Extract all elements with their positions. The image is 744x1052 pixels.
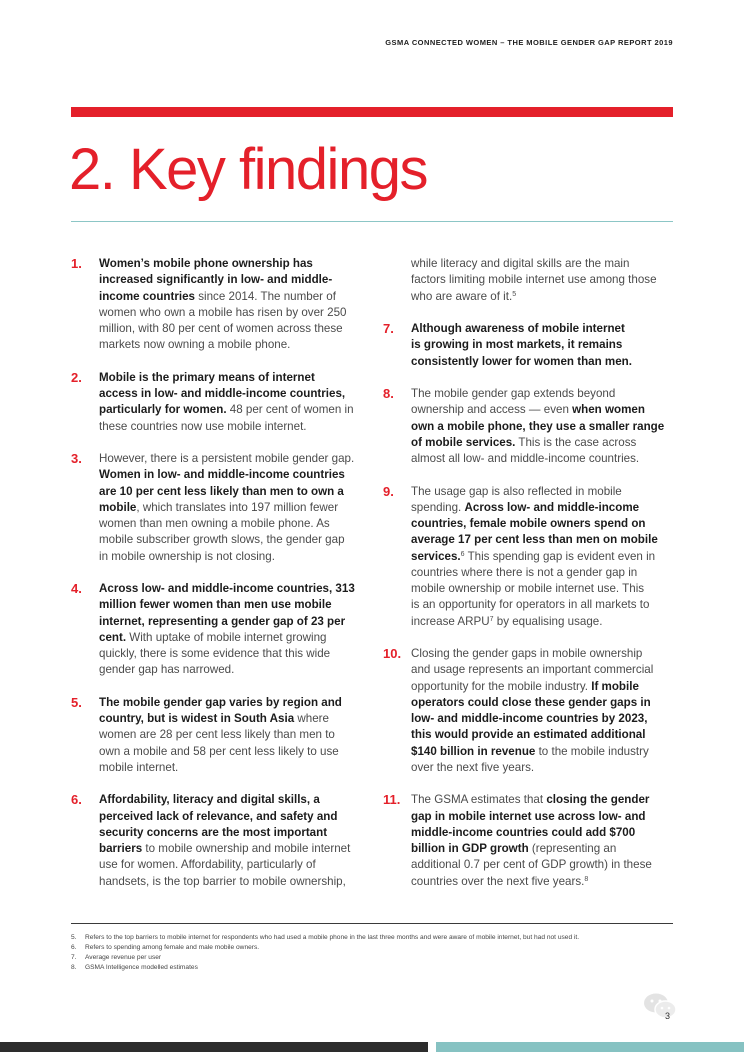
text-run: since 2014. The number of (195, 289, 336, 303)
finding-item-9 (383, 484, 683, 630)
footnote-text: Refers to the top barriers to mobile internet for respondents who had used a mobile phone in the last three months and were aware of mobile internet, but had not used it. (85, 934, 580, 941)
footnotes (71, 933, 673, 973)
finding-line: countries, female mobile owners spend on (411, 517, 646, 530)
finding-line: The usage gap is also reflected in mobile (411, 484, 622, 498)
finding-item-2 (71, 370, 371, 435)
bold-run: closing the gender (546, 793, 650, 807)
finding-line: gap in mobile internet use across low- and (411, 809, 646, 823)
finding-line: However, there is a persistent mobile gender gap. (99, 452, 355, 465)
footer-bar-teal (436, 1042, 744, 1052)
finding-line: in mobile ownership is not closing. (99, 549, 275, 563)
finding-line (99, 711, 371, 727)
finding-item-1 (71, 256, 371, 354)
finding-line: Women in low- and middle-income countries (99, 468, 345, 482)
finding-number: 8. (383, 386, 394, 401)
finding-line (411, 792, 683, 808)
title-divider (71, 221, 673, 222)
finding-line (99, 289, 371, 305)
finding-item-8 (383, 386, 683, 467)
bold-run: Across low- and middle-income (464, 500, 640, 514)
footnote (71, 953, 673, 963)
text-run: to mobile ownership and mobile internet (142, 842, 351, 855)
footnote-number: 5. (71, 934, 77, 941)
finding-line: handsets, is the top barrier to mobile ownership, (99, 874, 346, 888)
finding-line (411, 841, 683, 857)
finding-line: countries where there is not a gender gap in (411, 565, 638, 579)
finding-line (411, 289, 683, 305)
footnote-divider (71, 923, 673, 924)
finding-line: low- and middle-income countries by 2023, (411, 712, 648, 725)
finding-line: quickly, there is some evidence that this wide (99, 647, 331, 660)
finding-number: 2. (71, 369, 82, 385)
bold-run: If mobile (591, 679, 639, 693)
finding-line: is an opportunity for operators in all markets to (411, 598, 650, 612)
finding-item-10 (383, 646, 683, 776)
finding-line: Across low- and middle-income countries, 313 (99, 582, 355, 595)
footnote-number: 6. (71, 944, 77, 951)
footnote-text: Refers to spending among female and male mobile owners. (85, 944, 260, 951)
finding-line: these countries now use mobile internet. (99, 419, 307, 433)
finding-line: The mobile gender gap extends beyond (411, 387, 616, 400)
finding-line: over the next five years. (411, 760, 535, 774)
text-run: where (294, 712, 329, 725)
bold-run: of mobile services. (411, 435, 516, 449)
finding-line (411, 614, 683, 630)
bold-run: when women (572, 403, 645, 417)
watermark-wechat-icon (642, 992, 678, 1020)
bold-run: income countries (99, 289, 195, 303)
text-run: The GSMA estimates that (411, 793, 547, 807)
finding-line: increased significantly in low- and middle- (99, 273, 333, 287)
text-run: increase ARPU (411, 614, 490, 628)
footnote-ref: 7 (489, 615, 494, 623)
bold-run: barriers (99, 842, 143, 855)
finding-item-11 (383, 792, 683, 890)
finding-line: access in low- and middle-income countries, (99, 387, 346, 400)
finding-line: additional 0.7 per cent of GDP growth) in these (411, 858, 652, 872)
finding-line: this would provide an estimated additional (411, 728, 646, 742)
footer-bar-dark (0, 1042, 428, 1052)
finding-item-6-continued (383, 256, 683, 305)
page-number: 3 (665, 1011, 671, 1021)
text-run: countries over the next five years. (411, 874, 585, 888)
finding-line (99, 500, 371, 516)
findings-column-right (383, 256, 683, 906)
finding-line: mobile subscriber growth slows, the gender gap (99, 533, 345, 547)
finding-line (411, 435, 683, 451)
bold-run: country, but is widest in South Asia (99, 712, 295, 725)
footnote (71, 963, 673, 973)
finding-line: Affordability, literacy and digital skills, a (99, 793, 320, 807)
finding-number: 9. (383, 483, 394, 499)
finding-item-6 (71, 792, 371, 890)
red-accent-bar (71, 107, 673, 117)
text-run: spending. (411, 500, 465, 514)
finding-line: security concerns are the most important (99, 825, 328, 839)
footnote-ref: 5 (512, 290, 517, 298)
footnote (71, 943, 673, 953)
footnote-number: 7. (71, 954, 77, 961)
finding-line: is growing in most markets, it remains (411, 338, 623, 352)
section-title: 2. Key findings (69, 137, 427, 202)
bold-run: $140 billion in revenue (411, 744, 536, 758)
finding-number: 1. (71, 256, 82, 271)
footnote-number: 8. (71, 964, 77, 971)
finding-line (411, 500, 683, 516)
text-run: by equalising usage. (493, 614, 603, 628)
text-run: (representing an (528, 842, 617, 855)
finding-line: almost all low- and middle-income countries. (411, 452, 640, 465)
finding-number: 11. (383, 792, 401, 808)
finding-line (411, 402, 683, 418)
finding-line (99, 630, 371, 646)
bold-run: mobile (99, 500, 137, 514)
finding-number: 6. (71, 792, 82, 808)
text-run: With uptake of mobile internet growing (126, 630, 327, 644)
text-run: This is the case across (515, 435, 637, 449)
finding-line: are 10 per cent less likely than men to own a (99, 484, 344, 498)
bold-run: services. (411, 549, 461, 563)
text-run: 48 per cent of women in (226, 403, 354, 417)
findings-column-left (71, 256, 371, 906)
bold-run: particularly for women. (99, 403, 227, 417)
finding-number: 5. (71, 694, 82, 710)
finding-line (411, 874, 683, 890)
finding-line: women who own a mobile has risen by over 250 (99, 305, 347, 319)
finding-line: while literacy and digital skills are the main (411, 257, 630, 270)
finding-number: 7. (383, 321, 394, 336)
finding-line (99, 841, 371, 857)
bold-run: billion in GDP growth (411, 842, 529, 855)
finding-line: middle-income countries could add $700 (411, 825, 636, 839)
finding-item-4 (71, 581, 371, 679)
finding-line: operators could close these gender gaps in (411, 695, 651, 709)
text-run: opportunity for the mobile industry. (411, 679, 592, 693)
finding-line: gender gap has narrowed. (99, 663, 235, 677)
finding-line: Women’s mobile phone ownership has (99, 257, 313, 270)
finding-line: own a mobile phone, they use a smaller range (411, 419, 665, 433)
running-header: GSMA CONNECTED WOMEN – THE MOBILE GENDER GAP REPORT 2019 (385, 38, 673, 47)
finding-item-5 (71, 695, 371, 776)
finding-line: million, with 80 per cent of women across these (99, 322, 343, 335)
finding-line: Although awareness of mobile internet (411, 322, 625, 335)
finding-number: 10. (383, 646, 402, 661)
footnote-text: Average revenue per user (85, 954, 162, 961)
finding-line (411, 744, 683, 760)
footnote-ref: 6 (460, 550, 465, 558)
finding-line: The mobile gender gap varies by region and (99, 695, 342, 709)
finding-number: 3. (71, 451, 82, 466)
finding-line: use for women. Affordability, particularly of (99, 858, 316, 872)
text-run: who are aware of it. (411, 289, 513, 303)
finding-line: Closing the gender gaps in mobile ownership (411, 647, 643, 660)
text-run: This spending gap is evident even in (464, 549, 656, 563)
finding-line: Mobile is the primary means of internet (99, 370, 315, 384)
finding-item-7 (383, 321, 683, 370)
text-run: , which translates into 197 million fewer (136, 500, 339, 514)
footnote-text: GSMA Intelligence modelled estimates (85, 964, 198, 971)
bold-run: cent. (99, 630, 127, 644)
finding-line: mobile internet. (99, 760, 179, 774)
finding-line: women than men owning a mobile phone. As (99, 517, 330, 530)
finding-line: markets now owning a mobile phone. (99, 338, 291, 352)
finding-line (99, 402, 371, 418)
finding-line: mobile ownership or mobile internet use. This (411, 582, 645, 595)
text-run: ownership and access — even (411, 403, 573, 417)
text-run: to the mobile industry (535, 744, 649, 758)
footnote-ref: 8 (584, 875, 589, 883)
finding-line: internet, representing a gender gap of 23 per (99, 614, 346, 628)
finding-line: average 17 per cent less than men on mobile (411, 533, 658, 547)
finding-line: factors limiting mobile internet use among those (411, 273, 657, 287)
finding-item-3 (71, 451, 371, 565)
finding-line (411, 549, 683, 565)
finding-line: perceived lack of relevance, and safety and (99, 809, 338, 823)
finding-line: and usage represents an important commercial (411, 663, 654, 677)
finding-line: million fewer women than men use mobile (99, 598, 332, 612)
finding-line: women are 28 per cent less likely than men to (99, 728, 335, 742)
footnote (71, 933, 673, 943)
finding-line (411, 679, 683, 695)
finding-number: 4. (71, 581, 82, 596)
finding-line: own a mobile and 58 per cent less likely to use (99, 744, 339, 758)
finding-line: consistently lower for women than men. (411, 354, 632, 368)
